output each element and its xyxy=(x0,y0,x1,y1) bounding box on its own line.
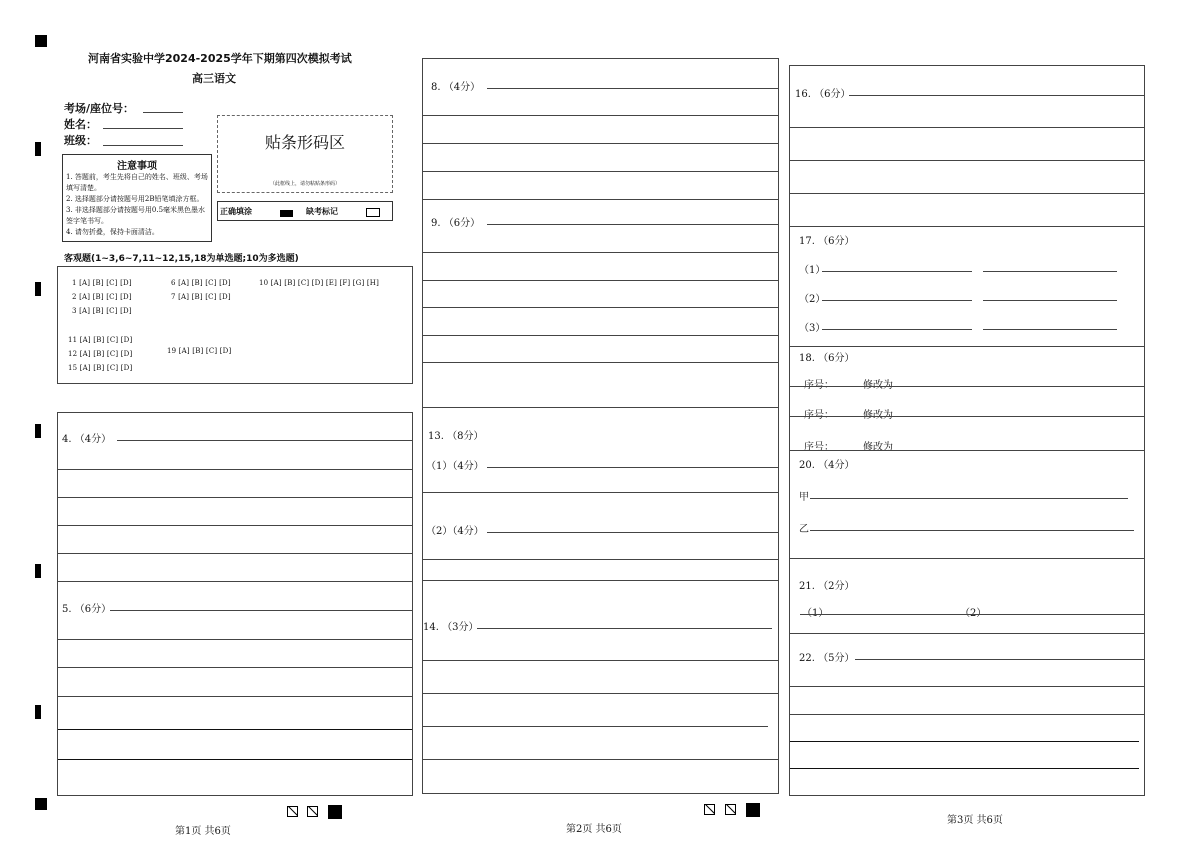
answer-line[interactable] xyxy=(855,659,1144,660)
answer-line[interactable] xyxy=(487,532,778,533)
answer-row-3[interactable]: 3 [A] [B] [C] [D] xyxy=(72,307,132,315)
subject-title: 高三语文 xyxy=(192,72,236,85)
answer-line[interactable] xyxy=(983,329,1117,330)
answer-line[interactable] xyxy=(983,271,1117,272)
corner-mark-slash xyxy=(725,804,736,815)
answer-line[interactable] xyxy=(477,628,772,629)
answer-line[interactable] xyxy=(110,610,412,611)
section-divider xyxy=(790,633,1144,634)
answer-line[interactable] xyxy=(58,696,412,697)
section-divider xyxy=(423,407,778,408)
fill-sample-box xyxy=(217,201,393,221)
answer-line[interactable] xyxy=(790,416,1144,417)
answer-line[interactable] xyxy=(487,88,778,89)
answer-line[interactable] xyxy=(822,329,972,330)
answer-line[interactable] xyxy=(487,224,778,225)
answer-line[interactable] xyxy=(423,143,778,144)
answer-row-15[interactable]: 15 [A] [B] [C] [D] xyxy=(68,364,133,372)
section-divider xyxy=(790,558,1144,559)
answer-line[interactable] xyxy=(423,280,778,281)
answer-line[interactable] xyxy=(58,759,412,760)
q9-label: 9. （6分） xyxy=(431,218,481,229)
q18-fix-label: 修改为 xyxy=(863,380,893,391)
answer-line[interactable] xyxy=(423,660,778,661)
corner-mark-filled xyxy=(328,805,342,819)
objective-heading: 客观题(1~3,6~7,11~12,15,18为单选题;10为多选题) xyxy=(64,254,299,264)
q18-fix-label: 修改为 xyxy=(863,410,893,421)
section-divider xyxy=(790,226,1144,227)
class-field[interactable] xyxy=(103,145,183,146)
q17-1-label: （1） xyxy=(799,265,826,276)
q5-label: 5. （6分） xyxy=(62,604,112,615)
q18-fix-label: 修改为 xyxy=(863,442,893,453)
notice-item: 4. 请勿折叠，保持卡面清洁。 xyxy=(66,228,159,236)
registration-mark xyxy=(35,564,41,578)
answer-row-2[interactable]: 2 [A] [B] [C] [D] xyxy=(72,293,132,301)
q21-label: 21. （2分） xyxy=(799,581,855,592)
answer-line[interactable] xyxy=(423,307,778,308)
answer-line[interactable] xyxy=(423,199,778,200)
answer-line[interactable] xyxy=(58,525,412,526)
registration-mark xyxy=(35,142,41,156)
correct-fill-label: 正确填涂 xyxy=(220,206,252,216)
answer-line[interactable] xyxy=(58,639,412,640)
q4-label: 4. （4分） xyxy=(62,434,112,445)
answer-line[interactable] xyxy=(423,559,778,560)
answer-line[interactable] xyxy=(487,467,778,468)
notice-item: 3. 非选择题部分请按题号用0.5毫米黑色墨水签字笔书写。 xyxy=(66,206,206,225)
answer-line[interactable] xyxy=(423,693,778,694)
answer-row-7[interactable]: 7 [A] [B] [C] [D] xyxy=(171,293,231,301)
absent-label: 缺考标记 xyxy=(306,206,338,216)
answer-line[interactable] xyxy=(790,160,1144,161)
q8-label: 8. （4分） xyxy=(431,82,481,93)
answer-row-10[interactable]: 10 [A] [B] [C] [D] [E] [F] [G] [H] xyxy=(259,279,380,287)
q13-label: 13. （8分） xyxy=(428,431,484,442)
page-number-1: 第1页 共6页 xyxy=(175,826,231,837)
correct-fill-sample xyxy=(280,210,293,217)
answer-line[interactable] xyxy=(423,171,778,172)
answer-line[interactable] xyxy=(58,469,412,470)
q18-seq-label: 序号： xyxy=(804,442,834,453)
notice-item: 1. 答题前，考生先将自己的姓名、班级、考场填写清楚。 xyxy=(66,173,208,192)
corner-mark-filled xyxy=(746,803,760,817)
answer-line[interactable] xyxy=(423,362,778,363)
page-number-3: 第3页 共6页 xyxy=(947,815,1003,826)
class-label: 班级： xyxy=(64,134,97,147)
section-divider xyxy=(790,346,1144,347)
notice-box xyxy=(62,154,212,242)
seat-field[interactable] xyxy=(143,112,183,113)
name-field[interactable] xyxy=(103,128,183,129)
answer-line[interactable] xyxy=(423,335,778,336)
answer-line[interactable] xyxy=(790,686,1144,687)
answer-row-11[interactable]: 11 [A] [B] [C] [D] xyxy=(68,336,133,344)
registration-mark xyxy=(35,705,41,719)
answer-line[interactable] xyxy=(423,492,778,493)
answer-line[interactable] xyxy=(58,581,412,582)
answer-line[interactable] xyxy=(810,530,1134,531)
name-label: 姓名： xyxy=(64,118,97,131)
page-number-2: 第2页 共6页 xyxy=(566,824,622,835)
corner-mark-slash xyxy=(307,806,318,817)
answer-line[interactable] xyxy=(58,729,412,730)
q18-label: 18. （6分） xyxy=(799,353,855,364)
answer-row-6[interactable]: 6 [A] [B] [C] [D] xyxy=(171,279,231,287)
answer-row-19[interactable]: 19 [A] [B] [C] [D] xyxy=(167,347,232,355)
barcode-area xyxy=(217,115,393,193)
exam-title: 河南省实验中学2024-2025学年下期第四次模拟考试 xyxy=(88,52,352,65)
answer-line[interactable] xyxy=(423,759,778,760)
answer-line[interactable] xyxy=(58,497,412,498)
answer-line[interactable] xyxy=(423,580,778,581)
q18-seq-label: 序号： xyxy=(804,380,834,391)
q18-seq-label: 序号： xyxy=(804,410,834,421)
corner-mark-slash xyxy=(287,806,298,817)
answer-line[interactable] xyxy=(790,386,1144,387)
answer-line[interactable] xyxy=(423,252,778,253)
answer-line[interactable] xyxy=(849,95,1144,96)
answer-row-12[interactable]: 12 [A] [B] [C] [D] xyxy=(68,350,133,358)
answer-line[interactable] xyxy=(810,498,1128,499)
q14-label: 14. （3分） xyxy=(423,622,479,633)
answer-line[interactable] xyxy=(423,726,768,727)
answer-line[interactable] xyxy=(58,667,412,668)
answer-line[interactable] xyxy=(800,614,1144,615)
barcode-note: （此框线上，请勿粘贴条形码） xyxy=(269,181,340,187)
answer-line[interactable] xyxy=(423,115,778,116)
absent-checkbox[interactable] xyxy=(366,208,380,217)
q20-a-label: 甲 xyxy=(799,492,809,503)
answer-line[interactable] xyxy=(822,271,972,272)
q13-2-label: （2）（4分） xyxy=(426,526,484,537)
registration-mark xyxy=(35,424,41,438)
q13-1-label: （1）（4分） xyxy=(426,461,484,472)
answer-line[interactable] xyxy=(790,714,1144,715)
seat-label: 考场/座位号： xyxy=(64,102,135,115)
answer-line[interactable] xyxy=(983,300,1117,301)
q20-label: 20. （4分） xyxy=(799,460,855,471)
q17-3-label: （3） xyxy=(799,323,826,334)
notice-item: 2. 选择题部分请按题号用2B铅笔填涂方框。 xyxy=(66,195,204,203)
corner-mark-slash xyxy=(704,804,715,815)
registration-mark xyxy=(35,282,41,296)
q21-2-label: （2） xyxy=(960,608,987,619)
q16-label: 16. （6分） xyxy=(795,89,851,100)
answer-line[interactable] xyxy=(117,440,412,441)
answer-line[interactable] xyxy=(790,127,1144,128)
answer-line[interactable] xyxy=(822,300,972,301)
notice-title: 注意事项 xyxy=(117,161,157,172)
registration-mark xyxy=(35,35,47,47)
registration-mark xyxy=(35,798,47,810)
answer-line[interactable] xyxy=(790,741,1139,742)
answer-box-8-14 xyxy=(422,58,779,794)
q22-label: 22. （5分） xyxy=(799,653,855,664)
q20-b-label: 乙 xyxy=(799,524,809,535)
q17-2-label: （2） xyxy=(799,294,826,305)
answer-row-1[interactable]: 1 [A] [B] [C] [D] xyxy=(72,279,132,287)
answer-line[interactable] xyxy=(790,768,1139,769)
barcode-title: 贴条形码区 xyxy=(264,133,345,152)
section-divider xyxy=(790,450,1144,451)
q21-1-label: （1） xyxy=(802,608,829,619)
answer-line[interactable] xyxy=(58,553,412,554)
answer-line[interactable] xyxy=(790,193,1144,194)
q17-label: 17. （6分） xyxy=(799,236,855,247)
